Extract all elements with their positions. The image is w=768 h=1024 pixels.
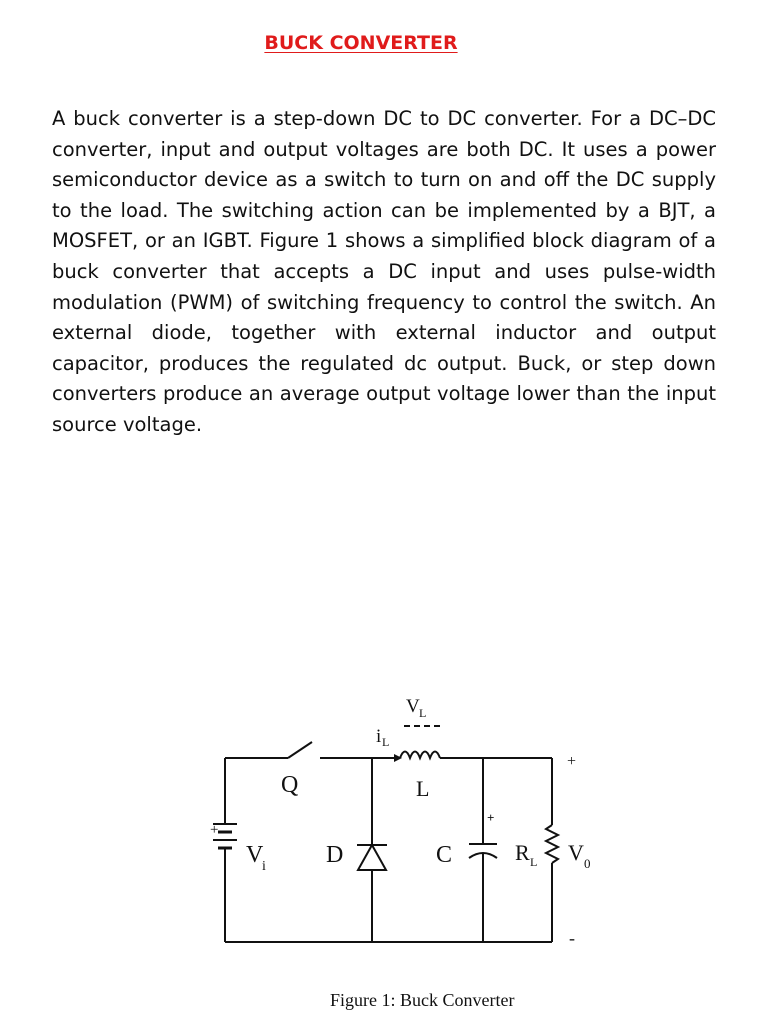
resistor-label: R [515, 840, 530, 865]
inductor-label: L [416, 776, 430, 801]
document-title: BUCK CONVERTER [264, 32, 458, 54]
diode-label: D [326, 842, 344, 868]
vi-label: V [246, 842, 264, 868]
resistor-sub-label: L [530, 855, 538, 869]
diode-d [357, 845, 387, 870]
output-minus-sign: - [569, 928, 575, 948]
vo-label: V [568, 840, 584, 865]
il-label: i [376, 726, 382, 747]
il-sub-label: L [382, 735, 390, 749]
figure-caption: Figure 1: Buck Converter [330, 990, 515, 1010]
capacitor-plus-sign: + [487, 810, 495, 825]
resistor-rl [546, 825, 558, 863]
switch-q [288, 742, 312, 758]
output-plus-sign: + [567, 753, 577, 770]
buck-converter-figure [190, 680, 620, 1020]
vl-label: V [406, 696, 420, 717]
body-paragraph: A buck converter is a step-down DC to DC converter. For a DC–DC converter, input and output voltages are both DC. It uses a power semiconductor device as a switch to turn on and off the DC supply to the load. The switching action can be implemented by a BJT, a MOSFET, or an IGBT. Figure 1 shows a simplified block diagram of a buck converter that accepts a DC input and uses pulse-width modulation (PWM) of switching frequency to control the switch. An external diode, together with external inductor and output capacitor, produces the regulated dc output. Buck, or step down converters produce an average output voltage lower than the input source voltage. [52, 107, 716, 436]
inductor-l [400, 752, 440, 759]
vi-sub-label: i [262, 859, 266, 874]
input-plus-sign: + [210, 822, 219, 838]
vo-sub-label: 0 [584, 856, 591, 871]
switch-label: Q [281, 772, 299, 798]
circuit-diagram [190, 680, 620, 1020]
vl-sub-label: L [419, 706, 427, 720]
capacitor-label: C [436, 842, 453, 868]
